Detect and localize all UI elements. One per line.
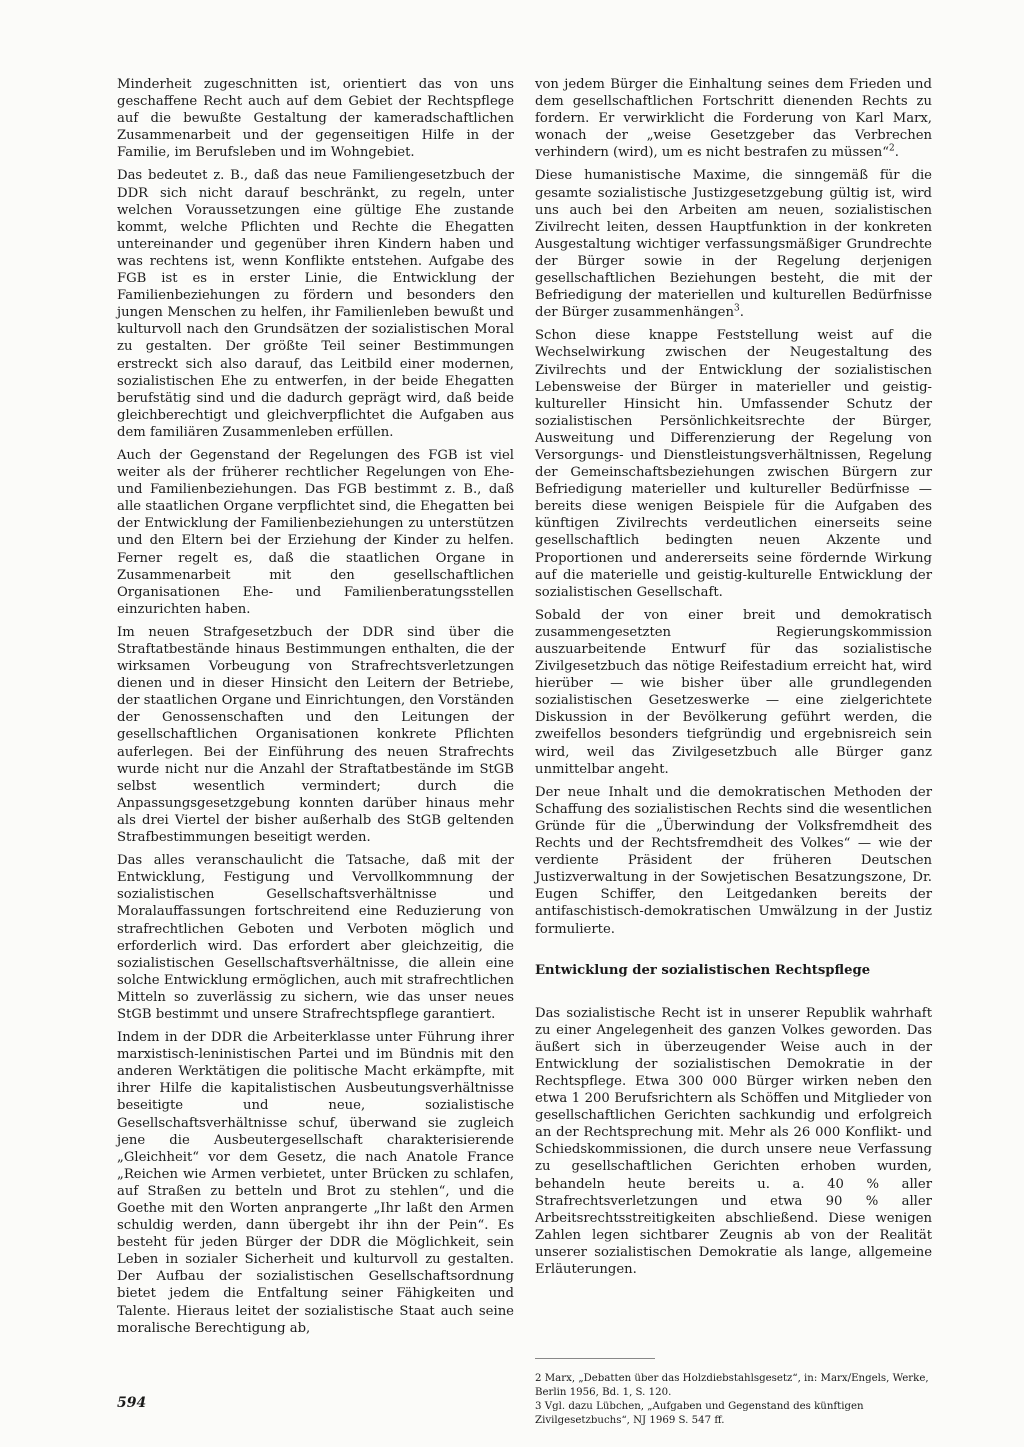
paragraph: Schon diese knappe Feststellung weist auf die Wechselwirkung zwischen der Neugestaltung des Zivilrechts und der Entwicklung der sozialistischen Lebensweise der Bürger in materieller und geistig-kultureller Hinsicht hin. Umfassender Schutz der sozialistischen Persönlichkeitsrechte der Bürger, Ausweitung und Differenzierung der Regelung von Versorgungs- und Dienstleistungsverhältnissen, Regelung der Gemeinschaftsbeziehungen zwischen Bürgern zur Befriedigung materieller und kultureller Bedürfnisse — bereits diese wenigen Beispiele für die Aufgaben des künftigen Zivilrechts verdeutlichen einerseits seine gesellschaftlich bedingten neuen Akzente und Proportionen und andererseits seine fördernde Wirkung auf die materielle und geistig-kulturelle Entwicklung der sozialistischen Gesellschaft. xyxy=(535,328,932,600)
footnotes xyxy=(535,1372,932,1428)
footnote-ref: 3 xyxy=(733,303,740,314)
left-column xyxy=(117,76,514,1337)
paragraph: Im neuen Strafgesetzbuch der DDR sind über die Straftatbestände hinaus Bestimmungen enthalten, die der wirksamen Vorbeugung von Strafrechtsverletzungen dienen und in dieser Hinsicht den Leitern der Betriebe, der staatlichen Organe und Einrichtungen, den Vorständen der Genossenschaften und den Leitungen der gesellschaftlichen Organisationen konkrete Pflichten auferlegen. Bei der Einführung des neuen Strafrechts wurde nicht nur die Anzahl der Straftatbestände im StGB selbst wesentlich vermindert; durch die Anpassungsgesetzgebung konnten darüber hinaus mehr als drei Viertel der bisher außerhalb des StGB geltenden Strafbestimmungen beseitigt werden. xyxy=(117,624,514,846)
footnote-2: 2 Marx, „Debatten über das Holzdiebstahlsgesetz“, in: Marx/Engels, Werke, Berlin 1956, Bd. 1, S. 120. xyxy=(535,1373,929,1398)
footnote-3: 3 Vgl. dazu Lübchen, „Aufgaben und Gegenstand des künftigen Zivilgesetzbuchs“, NJ 1969 S. 547 ff. xyxy=(535,1401,864,1426)
paragraph-text: von jedem Bürger die Einhaltung seines dem Frieden und dem gesellschaftlichen Fortschritt dienenden Rechts zu fordern. Er verwirklicht die Forderung von Karl Marx, wonach der „weise Gesetzgeber das Verbrechen verhindern (wird), um es nicht bestrafen zu müssen“ xyxy=(535,77,932,161)
footnote-ref: 2 xyxy=(889,143,895,154)
paragraph: Der neue Inhalt und die demokratischen Methoden der Schaffung des sozialistischen Rechts sind die wesentlichen Gründe für die „Überwindung der Volksfremdheit des Rechts und der Rechtsfremdheit des Volkes“ — wie der verdiente Präsident der früheren Deutschen Justizverwaltung in der Sowjetischen Besatzungszone, Dr. Eugen Schiffer, den Leitgedanken bereits der antifaschistisch-demokratischen Umwälzung in der Justiz formulierte. xyxy=(535,784,932,937)
paragraph: Indem in der DDR die Arbeiterklasse unter Führung ihrer marxistisch-leninistischen Partei und im Bündnis mit den anderen Werktätigen die politische Macht erkämpfte, mit ihrer Hilfe die kapitalistischen Ausbeutungsverhältnisse beseitigte und neue, sozialistische Gesellschaftsverhältnisse schuf, überwand sie zugleich jene die Ausbeutergesellschaft charakterisierende „Gleichheit“ vor dem Gesetz, die nach Anatole France „Reichen wie Armen verbietet, unter Brücken zu schlafen, auf Straßen zu betteln und Brot zu stehlen“, und die Goethe mit den Worten anprangerte „Ihr laßt den Armen schuldig werden, dann übergebt ihr ihn der Pein“. Es besteht für jeden Bürger der DDR die Möglichkeit, sein Leben in sozialer Sicherheit und kulturvoll zu gestalten. Der Aufbau der sozialistischen Gesellschaftsordnung bietet jedem die Entfaltung seiner Fähigkeiten und Talente. Hieraus leitet der sozialistische Staat auch seine moralische Berechtigung ab, xyxy=(117,1030,514,1336)
footnote-divider xyxy=(535,1358,655,1359)
paragraph: Minderheit zugeschnitten ist, orientiert das von uns geschaffene Recht auch auf dem Gebiet der Rechtspflege auf die bewußte Gestaltung der kameradschaftlichen Zusammenarbeit und der gegenseitigen Hilfe in der Familie, im Berufsleben und im Wohngebiet. xyxy=(117,77,514,161)
paragraph-end: . xyxy=(894,145,899,161)
paragraph-end: . xyxy=(739,305,744,321)
paragraph: Das sozialistische Recht ist in unserer Republik wahrhaft zu einer Angelegenheit des ganzen Volkes geworden. Das äußert sich in überzeugender Weise auch in der Entwicklung der sozialistischen Demokratie in der Rechtspflege. Etwa 300 000 Bürger wirken neben den etwa 1 200 Berufsrichtern als Schöffen und Mitglieder von gesellschaftlichen Gerichten sachkundig und erfolgreich an der Rechtsprechung mit. Mehr als 26 000 Konflikt- und Schiedskommissionen, die durch unsere neue Verfassung zu gesellschaftlichen Gerichten erhoben wurden, behandeln heute bereits u. a. 40 % aller Strafrechtsverletzungen und etwa 90 % aller Arbeitsrechtsstreitigkeiten abschließend. Diese wenigen Zahlen legen sichtbarer Zeugnis ab von der Realität unserer sozialistischen Demokratie als lange, allgemeine Erläuterungen. xyxy=(535,1005,932,1277)
paragraph: Sobald der von einer breit und demokratisch zusammengesetzten Regierungskommission auszuarbeitende Entwurf für das sozialistische Zivilgesetzbuch das nötige Reifestadium erreicht hat, wird hierüber — wie bisher über alle grundlegenden sozialistischen Gesetzeswerke — eine zielgerichtete Diskussion in der Bevölkerung geführt werden, die zweifellos besonders tiefgründig und ergebnisreich sein wird, weil das Zivilgesetzbuch alle Bürger ganz unmittelbar angeht. xyxy=(535,607,932,777)
paragraph: Das alles veranschaulicht die Tatsache, daß mit der Entwicklung, Festigung und Vervollkommnung der sozialistischen Gesellschaftsverhältnisse und Moralauffassungen fortschreitend eine Reduzierung von strafrechtlichen Geboten und Verboten möglich und erforderlich wird. Das erfordert aber gleichzeitig, die sozialistischen Gesellschaftsverhältnisse, die allein eine solche Entwicklung ermöglichen, auch mit strafrechtlichen Mitteln so zuverlässig zu sichern, wie das unser neues StGB bestimmt und unsere Strafrechtspflege garantiert. xyxy=(117,853,514,1022)
paragraph: Das bedeutet z. B., daß das neue Familiengesetzbuch der DDR sich nicht darauf beschränkt, zu regeln, unter welchen Voraussetzungen eine gültige Ehe zustande kommt, welche Pflichten und Rechte die Ehegatten untereinander und gegenüber ihren Kindern haben und was rechtens ist, wenn Konflikte entstehen. Aufgabe des FGB ist es in erster Linie, die Entwicklung der Familienbeziehungen zu fördern und besonders den jungen Menschen zu helfen, ihr Familienleben bewußt und kulturvoll nach den Grundsätzen der sozialistischen Moral zu gestalten. Der größte Teil seiner Bestimmungen erstreckt sich also darauf, das Leitbild einer modernen, sozialistischen Ehe zu entwerfen, in der beide Ehegatten berufstätig sind und die dadurch geprägt wird, daß beide gleichberechtigt und gleichverpflichtet die Aufgaben aus dem familiären Zusammenleben erfüllen. xyxy=(117,168,514,440)
paragraph: Auch der Gegenstand der Regelungen des FGB ist viel weiter als der früherer rechtlicher Regelungen von Ehe- und Familienbeziehungen. Das FGB bestimmt z. B., daß alle staatlichen Organe verpflichtet sind, die Ehegatten bei der Entwicklung der Familienbeziehungen zu unterstützen und den Eltern bei der Erziehung der Kinder zu helfen. Ferner regelt es, daß die staatlichen Organe in Zusammenarbeit mit den gesellschaftlichen Organisationen Ehe- und Familienberatungsstellen einzurichten haben. xyxy=(117,447,514,617)
paragraph xyxy=(535,76,932,161)
page-number: 594 xyxy=(117,1395,147,1411)
paragraph-text: Diese humanistische Maxime, die sinngemäß für die gesamte sozialistische Justizgesetzgebung gültig ist, wird uns auch bei den Arbeiten am neuen, sozialistischen Zivilrecht leiten, dessen Hauptfunktion in der konkreten Ausgestaltung wichtiger verfassungsmäßiger Grundrechte der Bürger sowie in der Regelung derjenigen gesellschaftlichen Beziehungen besteht, die mit der Befriedigung der materiellen und kulturellen Bedürfnisse der Bürger zusammenhängen xyxy=(535,168,932,321)
section-heading: Entwicklung der sozialistischen Rechtspflege xyxy=(535,962,871,978)
right-column xyxy=(535,76,932,1278)
paragraph xyxy=(535,167,932,321)
